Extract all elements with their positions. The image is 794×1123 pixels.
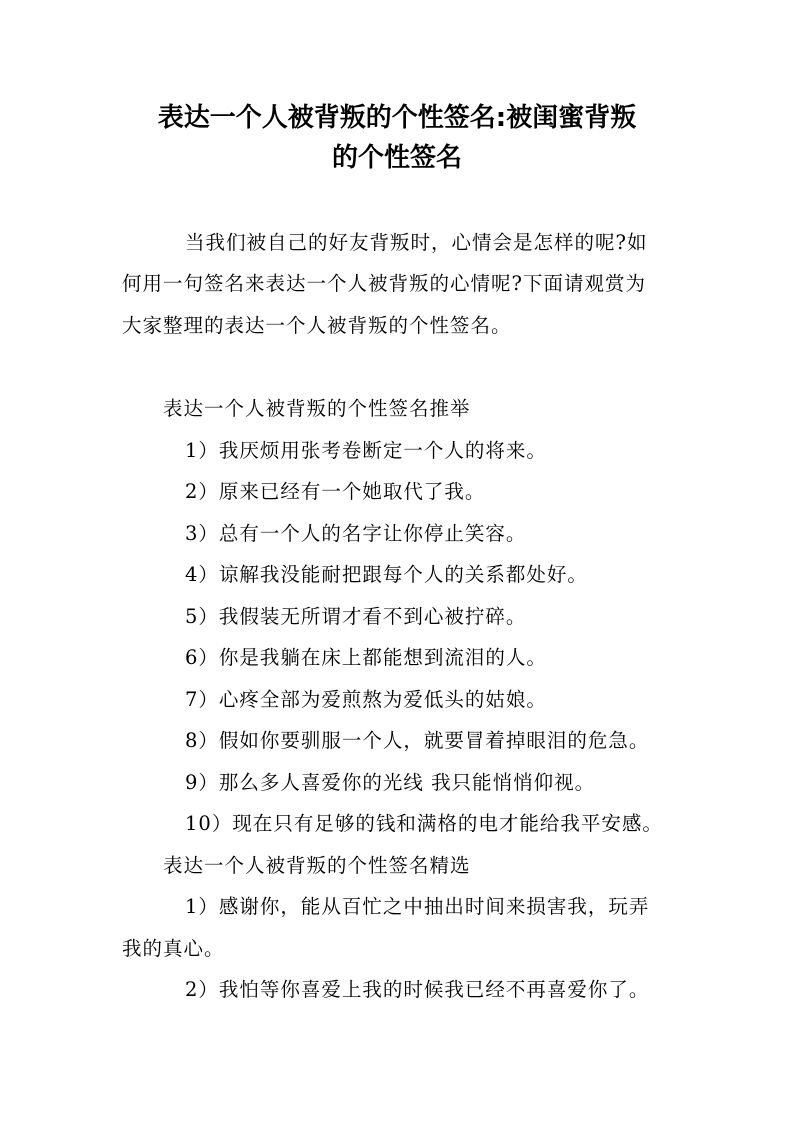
list-item: 1）我厌烦用张考卷断定一个人的将来。: [185, 439, 547, 462]
list-item: 5）我假装无所谓才看不到心被拧碎。: [185, 605, 527, 628]
list-item: 2）我怕等你喜爱上我的时候我已经不再喜爱你了。: [185, 978, 650, 1001]
list-item: 9）那么多人喜爱你的光线 我只能悄悄仰视。: [185, 771, 596, 794]
list-item: 7）心疼全部为爱煎熬为爱低头的姑娘。: [185, 688, 547, 711]
list-item: 2）原来已经有一个她取代了我。: [185, 480, 486, 503]
section1-heading: 表达一个人被背叛的个性签名推举: [163, 397, 471, 420]
section2-heading: 表达一个人被背叛的个性签名精选: [163, 854, 471, 877]
list-item-continuation: 我的真心。: [122, 937, 225, 960]
list-item: 4）谅解我没能耐把跟每个人的关系都处好。: [185, 563, 588, 586]
title-line-1: 表达一个人被背叛的个性签名:被闺蜜背叛: [157, 103, 637, 133]
list-item: 8）假如你要驯服一个人，就要冒着掉眼泪的危急。: [185, 729, 650, 752]
intro-line-3: 大家整理的表达一个人被背叛的个性签名。: [122, 314, 512, 337]
list-item: 3）总有一个人的名字让你停止笑容。: [185, 522, 527, 545]
list-item: 10）现在只有足够的钱和满格的电才能给我平安感。: [185, 812, 663, 835]
intro-line-1: 当我们被自己的好友背叛时，心情会是怎样的呢?如: [185, 231, 648, 254]
title-line-2: 的个性签名: [331, 143, 462, 173]
intro-line-2: 何用一句签名来表达一个人被背叛的心情呢?下面请观赏为: [122, 272, 646, 295]
document-title: [100, 98, 694, 178]
list-item: 1）感谢你，能从百忙之中抽出时间来损害我，玩弄: [185, 895, 650, 918]
list-item: 6）你是我躺在床上都能想到流泪的人。: [185, 646, 547, 669]
